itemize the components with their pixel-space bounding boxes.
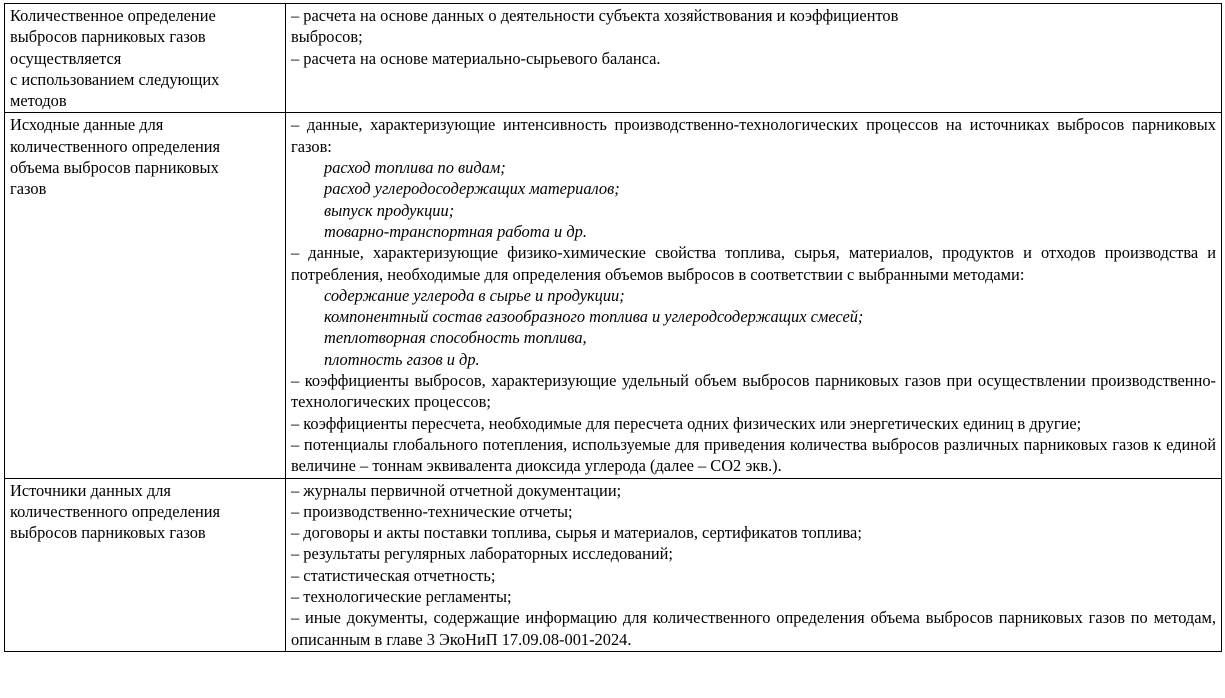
paragraph: – данные, характеризующие физико-химические свойства топлива, сырья, материалов, продуктов и отходов производства и потребления, необходимые для определения объемов выбросов в соответствии с выбранными методами: <box>291 243 1216 284</box>
table-row-source-data <box>5 113 1222 478</box>
list-item: выбросов; <box>291 27 363 47</box>
paragraph: – коэффициенты выбросов, характеризующие удельный объем выбросов парниковых газов при осуществлении производственно-технологических процессов; <box>291 371 1216 412</box>
list-item: – технологические регламенты; <box>291 587 512 607</box>
table-row-data-sources <box>5 478 1222 651</box>
list-item: – расчета на основе материально-сырьевого баланса. <box>291 48 661 68</box>
label-line: Количественное определение <box>10 6 216 25</box>
list-item: – журналы первичной отчетной документации; <box>291 480 622 500</box>
sub-item: выпуск продукции; <box>324 200 455 220</box>
paragraph: – данные, характеризующие интенсивность производственно-технологических процессов на источниках выбросов парниковых газов: <box>291 115 1216 156</box>
label-line: Источники данных для <box>10 480 171 500</box>
row-label-source-data <box>5 113 286 478</box>
row-content-data-sources <box>286 478 1222 651</box>
label-line: количественного определения <box>10 136 221 156</box>
label-line: количественного определения <box>10 501 221 521</box>
list-item: – статистическая отчетность; <box>291 565 496 585</box>
list-item: – производственно-технические отчеты; <box>291 501 573 521</box>
list-item: – договоры и акты поставки топлива, сырья и материалов, сертификатов топлива; <box>291 523 862 543</box>
paragraph: – потенциалы глобального потепления, используемые для приведения количества выбросов различных парниковых газов к единой величине – тоннам эквивалента диоксида углерода (далее – CO2 экв.). <box>291 434 1216 476</box>
label-line: осуществляется <box>10 48 122 68</box>
label-line: методов <box>10 91 67 111</box>
sub-item: расход топлива по видам; <box>324 158 506 178</box>
row-content-methods <box>286 4 1222 113</box>
sub-item: содержание углерода в сырье и продукции; <box>324 285 625 305</box>
row-label-methods <box>5 4 286 113</box>
sub-item: плотность газов и др. <box>324 349 480 369</box>
table-row-methods <box>5 4 1222 113</box>
sub-item: товарно-транспортная работа и др. <box>324 221 587 241</box>
label-line: объема выбросов парниковых <box>10 158 219 178</box>
methods-table <box>4 3 1222 652</box>
label-line: с использованием следующих <box>10 69 220 89</box>
label-line: выбросов парниковых газов <box>10 523 206 543</box>
list-item: – иные документы, содержащие информацию для количественного определения объема выбросов парниковых газов по методам, описанным в главе 3 ЭкоНиП 17.09.08-001-2024. <box>291 608 1216 649</box>
list-item: – результаты регулярных лабораторных исследований; <box>291 544 673 564</box>
label-line: газов <box>10 179 47 199</box>
row-content-source-data <box>286 113 1222 478</box>
label-line: выбросов парниковых газов <box>10 27 206 47</box>
paragraph: – коэффициенты пересчета, необходимые для пересчета одних физических или энергетических единиц в другие; <box>291 413 1082 433</box>
label-line: Исходные данные для <box>10 115 164 135</box>
sub-item: расход углеродосодержащих материалов; <box>324 179 620 199</box>
sub-item: теплотворная способность топлива, <box>324 328 587 348</box>
row-label-data-sources <box>5 478 286 651</box>
list-item: – расчета на основе данных о деятельности субъекта хозяйствования и коэффициентов <box>291 6 899 25</box>
sub-item: компонентный состав газообразного топлива и углеродсодержащих смесей; <box>324 307 864 327</box>
